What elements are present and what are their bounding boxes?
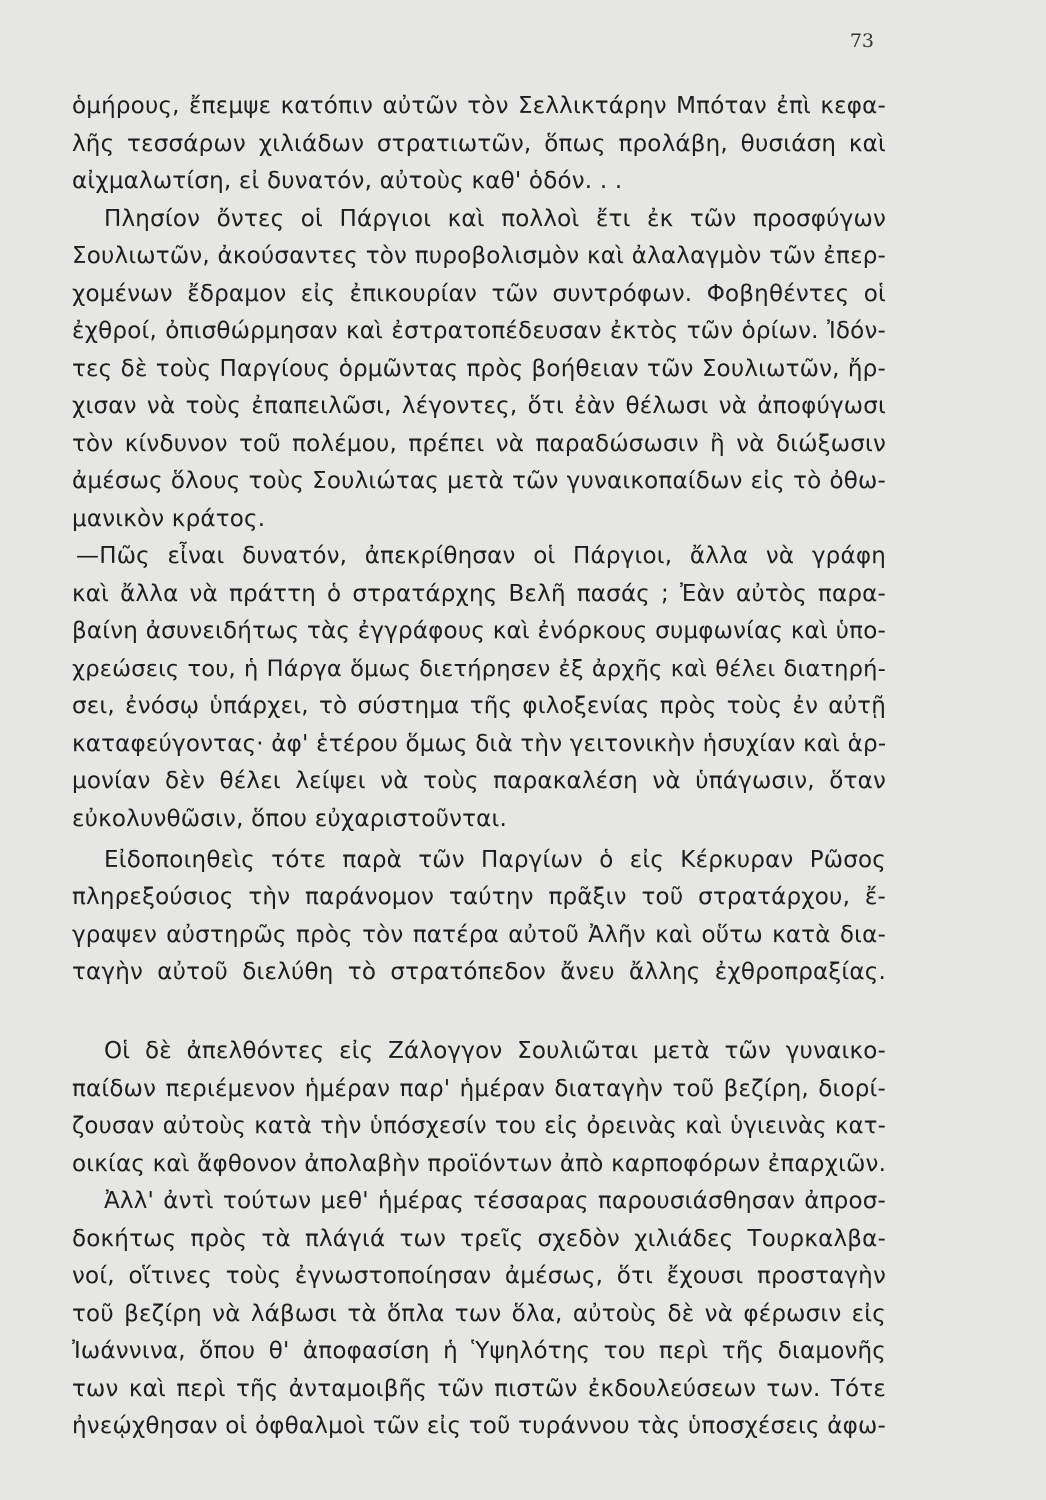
text-line: εὐκολυνθῶσιν, ὅπου εὐχαριστοῦνται. — [72, 806, 508, 832]
text-line: ταγὴν αὐτοῦ διελύθη τὸ στρατόπεδον ἄνευ ἄλλης ἐχθροπραξίας. — [72, 959, 886, 985]
text-line: Ἀλλ' ἀντὶ τούτων μεθ' ἡμέρας τέσσαρας παρουσιάσθησαν ἀπροσ- — [104, 1188, 886, 1214]
text-line: ὁμήρους, ἔπεμψε κατόπιν αὐτῶν τὸν Σελλικτάρην Μπόταν ἐπὶ κεφα- — [72, 93, 886, 119]
text-line: Πλησίον ὄντες οἱ Πάργιοι καὶ πολλοὶ ἔτι ἐκ τῶν προσφύγων — [104, 206, 886, 232]
text-line: καὶ ἄλλα νὰ πράττη ὁ στρατάρχης Βελῆ πασάς ; Ἐὰν αὐτὸς παρα- — [72, 581, 886, 607]
text-line: χομένων ἔδραμον εἰς ἐπικουρίαν τῶν συντρόφων. Φοβηθέντες οἱ — [72, 281, 886, 307]
text-line: τοῦ βεζίρη νὰ λάβωσι τὰ ὅπλα των ὅλα, αὐτοὺς δὲ νὰ φέρωσιν εἰς — [72, 1301, 886, 1327]
text-line: των καὶ περὶ τῆς ἀνταμοιβῆς τῶν πιστῶν ἐκδουλεύσεων των. Τότε — [72, 1376, 886, 1402]
text-line: νοί, οἵτινες τοὺς ἐγνωστοποίησαν ἀμέσως, ὅτι ἔχουσι προσταγὴν — [72, 1263, 886, 1289]
text-line: αἰχμαλωτίση, εἰ δυνατόν, αὐτοὺς καθ' ὁδόν. . . — [72, 168, 623, 194]
text-line: λῆς τεσσάρων χιλιάδων στρατιωτῶν, ὅπως προλάβη, θυσιάση καὶ — [72, 131, 886, 157]
text-line: Εἰδοποιηθεὶς τότε παρὰ τῶν Παργίων ὁ εἰς Κέρκυραν Ρῶσος — [104, 847, 886, 873]
text-line: μανικὸν κράτος. — [72, 506, 266, 532]
text-line: τὸν κίνδυνον τοῦ πολέμου, πρέπει νὰ παραδώσωσιν ἢ νὰ διώξωσιν — [72, 431, 886, 457]
text-line: βαίνη ἀσυνειδήτως τὰς ἐγγράφους καὶ ἐνόρκους συμφωνίας καὶ ὑπο- — [72, 618, 886, 644]
text-line: γραψεν αὐστηρῶς πρὸς τὸν πατέρα αὐτοῦ Ἀλῆν καὶ οὕτω κατὰ δια- — [72, 922, 886, 948]
text-line: ἀμέσως ὅλους τοὺς Σουλιώτας μετὰ τῶν γυναικοπαίδων εἰς τὸ ὀθω- — [72, 468, 886, 494]
text-line: μονίαν δὲν θέλει λείψει νὰ τοὺς παρακαλέση νὰ ὑπάγωσιν, ὅταν — [72, 768, 886, 794]
text-line: ζουσαν αὐτοὺς κατὰ τὴν ὑπόσχεσίν του εἰς ὀρεινὰς καὶ ὑγιεινὰς κατ- — [72, 1113, 886, 1139]
text-line: —Πῶς εἶναι δυνατόν, ἀπεκρίθησαν οἱ Πάργιοι, ἄλλα νὰ γράφη — [76, 543, 886, 569]
text-line: σει, ἐνόσῳ ὑπάρχει, τὸ σύστημα τῆς φιλοξενίας πρὸς τοὺς ἐν αὐτῇ — [72, 693, 886, 719]
text-line: δοκήτως πρὸς τὰ πλάγιά των τρεῖς σχεδὸν χιλιάδες Τουρκαλβα- — [72, 1226, 886, 1252]
text-line: καταφεύγοντας· ἀφ' ἑτέρου ὅμως διὰ τὴν γειτονικὴν ἡσυχίαν καὶ ἁρ- — [72, 731, 887, 757]
text-line: Ἰωάννινα, ὅπου θ' ἀποφασίση ἡ Ὑψηλότης του περὶ τῆς διαμονῆς — [72, 1338, 886, 1364]
text-line: Σουλιωτῶν, ἀκούσαντες τὸν πυροβολισμὸν καὶ ἀλαλαγμὸν τῶν ἐπερ- — [72, 243, 886, 269]
text-line: παίδων περιέμενον ἡμέραν παρ' ἡμέραν διαταγὴν τοῦ βεζίρη, διορί- — [72, 1076, 886, 1102]
text-line: χρεώσεις του, ἡ Πάργα ὅμως διετήρησεν ἐξ ἀρχῆς καὶ θέλει διατηρή- — [72, 656, 886, 682]
text-line: χισαν νὰ τοὺς ἐπαπειλῶσι, λέγοντες, ὅτι ἐὰν θέλωσι νὰ ἀποφύγωσι — [72, 393, 886, 419]
text-line: τες δὲ τοὺς Παργίους ὁρμῶντας πρὸς βοήθειαν τῶν Σουλιωτῶν, ἤρ- — [72, 356, 886, 382]
text-line: ἠνεῴχθησαν οἱ ὀφθαλμοὶ τῶν εἰς τοῦ τυράννου τὰς ὑποσχέσεις ἀφω- — [72, 1413, 886, 1439]
text-line: Οἱ δὲ ἀπελθόντες εἰς Ζάλογγον Σουλιῶται μετὰ τῶν γυναικο- — [104, 1038, 886, 1064]
page-number: 73 — [849, 30, 874, 52]
text-line: πληρεξούσιος τὴν παράνομον ταύτην πρᾶξιν τοῦ στρατάρχου, ἔ- — [72, 884, 886, 910]
text-line: ἐχθροί, ὀπισθώρμησαν καὶ ἐστρατοπέδευσαν ἐκτὸς τῶν ὁρίων. Ἰδόν- — [72, 318, 886, 344]
text-line: οικίας καὶ ἄφθονον ἀπολαβὴν προϊόντων ἀπὸ καρποφόρων ἐπαρχιῶν. — [72, 1151, 887, 1177]
